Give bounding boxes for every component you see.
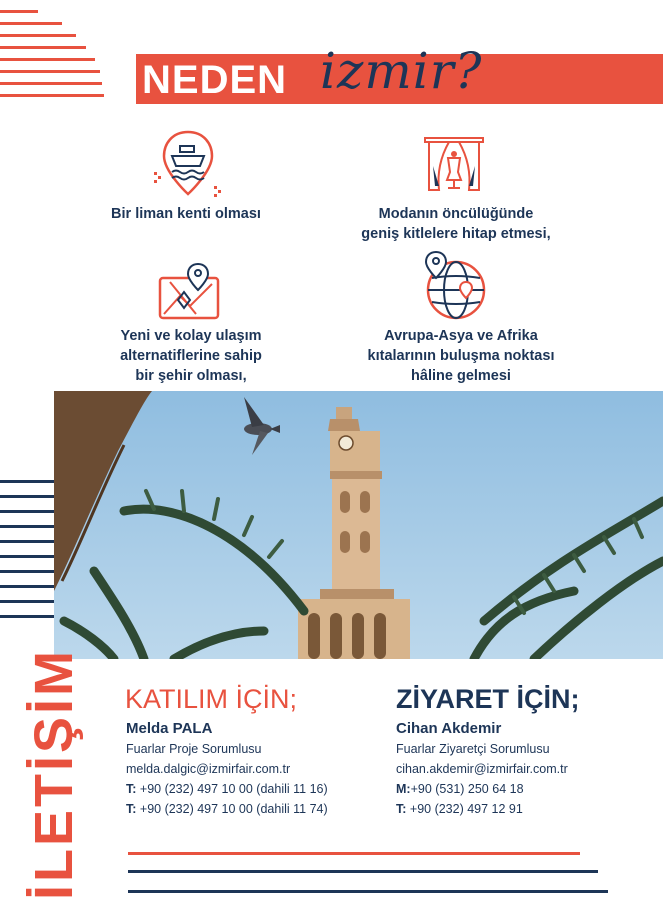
visit-heading: ZİYARET İÇİN;	[396, 684, 580, 714]
feature-text-transport: Yeni ve kolay ulaşım alternatiflerine sahip bir şehir olması,	[120, 328, 262, 384]
participation-contact-email[interactable]: melda.dalgic@izmirfair.com.tr	[126, 762, 291, 776]
feature-text-fashion: Modanın öncülüğünde geniş kitlelere hitap etmesi,	[361, 206, 551, 242]
clock-tower-photo	[54, 391, 663, 659]
participation-contact-role: Fuarlar Proje Sorumlusu	[126, 742, 262, 756]
contact-section-label: İLETİŞİM	[24, 648, 84, 900]
visit-contact-role: Fuarlar Ziyaretçi Sorumlusu	[396, 742, 550, 756]
participation-phone-2: T: +90 (232) 497 10 00 (dahili 11 74)	[126, 802, 328, 816]
feature-text-crossroads: Avrupa-Asya ve Afrika kıtalarının buluşma noktası hâline gelmesi	[367, 328, 555, 384]
harbor-ship-pin-icon	[152, 128, 224, 200]
map-location-pin-icon	[156, 262, 222, 322]
header-title: NEDEN	[142, 58, 288, 102]
participation-contact-name: Melda PALA	[126, 720, 213, 737]
visit-contact-email[interactable]: cihan.akdemir@izmirfair.com.tr	[396, 762, 568, 776]
visit-phone-2: T: +90 (232) 497 12 91	[396, 802, 523, 816]
globe-location-pin-icon	[420, 250, 488, 322]
participation-phone-1: T: +90 (232) 497 10 00 (dahili 11 16)	[126, 782, 328, 796]
visit-contact-name: Cihan Akdemir	[396, 720, 502, 737]
header-script-title: izmir?	[320, 42, 483, 100]
feature-text-harbor: Bir liman kenti olması	[111, 206, 261, 222]
visit-phone-1: M:+90 (531) 250 64 18	[396, 782, 524, 796]
fashion-stage-mannequin-icon	[423, 136, 485, 194]
participation-heading: KATILIM İÇİN;	[125, 684, 298, 714]
